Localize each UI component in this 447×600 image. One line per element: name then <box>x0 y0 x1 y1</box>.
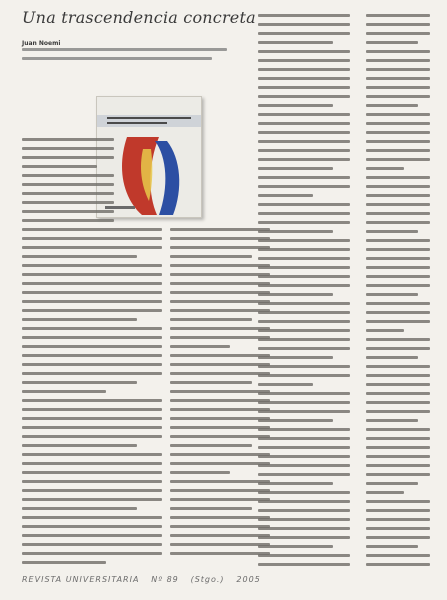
text-line <box>258 203 350 206</box>
text-line <box>366 302 430 305</box>
text-line <box>170 471 230 474</box>
text-line <box>258 383 313 386</box>
text-line <box>170 246 270 249</box>
text-line <box>258 221 350 224</box>
text-line <box>170 228 270 231</box>
text-line <box>366 23 430 26</box>
text-line <box>170 363 270 366</box>
text-line <box>170 273 270 276</box>
text-line <box>366 149 430 152</box>
text-line <box>170 264 270 267</box>
text-line <box>258 158 350 161</box>
text-line <box>258 554 350 557</box>
text-line <box>22 237 162 240</box>
text-line <box>258 113 350 116</box>
body-column-4 <box>366 14 430 572</box>
text-line <box>258 302 350 305</box>
text-line <box>366 545 418 548</box>
text-line <box>170 255 252 258</box>
text-line <box>258 266 350 269</box>
text-line <box>22 210 114 213</box>
text-line <box>366 113 430 116</box>
text-line <box>366 122 430 125</box>
text-line <box>366 554 430 557</box>
text-line <box>258 527 350 530</box>
text-line <box>366 374 430 377</box>
text-line <box>366 158 430 161</box>
text-line <box>22 255 137 258</box>
text-line <box>22 219 114 222</box>
text-line <box>258 104 333 107</box>
text-line <box>258 68 350 71</box>
text-line <box>258 239 350 242</box>
text-line <box>366 284 430 287</box>
text-line <box>366 194 430 197</box>
text-line <box>366 464 430 467</box>
text-line <box>22 372 162 375</box>
text-line <box>22 300 162 303</box>
text-line <box>258 365 350 368</box>
text-line <box>366 356 418 359</box>
text-line <box>258 284 350 287</box>
text-line <box>22 156 114 159</box>
text-line <box>22 174 114 177</box>
text-line <box>366 176 430 179</box>
text-line <box>170 453 270 456</box>
text-line <box>170 552 270 555</box>
text-line <box>258 311 350 314</box>
text-line <box>366 518 430 521</box>
text-line <box>258 176 350 179</box>
text-line <box>170 516 270 519</box>
text-line <box>258 392 350 395</box>
text-line <box>22 327 162 330</box>
text-line <box>366 365 430 368</box>
text-line <box>170 291 270 294</box>
text-line <box>170 435 270 438</box>
text-line <box>170 543 270 546</box>
text-line <box>22 534 162 537</box>
text-line <box>258 356 333 359</box>
text-line <box>22 318 137 321</box>
text-line <box>258 230 333 233</box>
article-author: Juan Noemi <box>22 40 61 47</box>
text-line <box>366 527 430 530</box>
text-line <box>366 140 430 143</box>
text-line <box>22 291 162 294</box>
book-reference <box>22 48 232 66</box>
text-line <box>366 86 430 89</box>
text-line <box>170 309 270 312</box>
text-line <box>22 264 162 267</box>
text-line <box>366 455 430 458</box>
text-line <box>170 390 270 393</box>
text-line <box>258 122 350 125</box>
text-line <box>22 363 162 366</box>
text-line <box>366 32 430 35</box>
text-line <box>170 417 270 420</box>
text-line <box>366 131 430 134</box>
text-line <box>366 293 418 296</box>
text-line <box>22 525 162 528</box>
text-line <box>22 192 114 195</box>
text-line <box>22 201 114 204</box>
text-line <box>170 408 270 411</box>
text-line <box>258 491 350 494</box>
text-line <box>366 77 430 80</box>
text-line <box>170 327 270 330</box>
text-line <box>366 275 430 278</box>
text-line <box>366 221 430 224</box>
text-line <box>258 338 350 341</box>
text-line <box>170 534 270 537</box>
text-line <box>22 408 162 411</box>
text-line <box>258 95 350 98</box>
text-line <box>22 543 162 546</box>
text-line <box>22 147 114 150</box>
text-line <box>366 383 430 386</box>
text-line <box>366 500 430 503</box>
footer-journal: REVISTA UNIVERSITARIA <box>22 575 140 584</box>
text-line <box>22 282 162 285</box>
text-line <box>170 372 270 375</box>
text-line <box>170 318 252 321</box>
text-line <box>22 453 162 456</box>
text-line <box>366 446 430 449</box>
text-line <box>366 14 430 17</box>
text-line <box>258 320 350 323</box>
page-footer <box>22 575 267 584</box>
text-line <box>258 185 350 188</box>
text-line <box>258 140 350 143</box>
text-line <box>258 149 350 152</box>
text-line <box>170 444 252 447</box>
text-line <box>366 68 430 71</box>
text-line <box>366 185 430 188</box>
text-line <box>22 480 162 483</box>
text-line <box>258 500 350 503</box>
text-line <box>22 498 162 501</box>
text-line <box>258 374 350 377</box>
body-column-3 <box>258 14 350 572</box>
text-line <box>22 273 162 276</box>
text-line <box>366 509 430 512</box>
text-line <box>22 183 114 186</box>
text-line <box>366 563 430 566</box>
footer-place: (Stgo.) <box>190 575 225 584</box>
text-line <box>258 59 350 62</box>
text-line <box>258 464 350 467</box>
text-line <box>258 23 350 26</box>
text-line <box>366 104 418 107</box>
text-line <box>22 345 162 348</box>
text-line <box>258 167 333 170</box>
text-line <box>170 381 252 384</box>
text-line <box>366 239 430 242</box>
footer-issue: Nº 89 <box>151 575 179 584</box>
text-line <box>170 345 230 348</box>
text-line <box>22 489 162 492</box>
text-line <box>258 401 350 404</box>
text-line <box>366 311 430 314</box>
body-column-1 <box>22 138 114 228</box>
text-line <box>366 419 418 422</box>
text-line <box>258 329 350 332</box>
body-column-1-lower <box>22 228 162 570</box>
text-line <box>258 41 333 44</box>
text-line <box>366 401 430 404</box>
footer-year: 2005 <box>236 575 261 584</box>
text-line <box>170 480 270 483</box>
text-line <box>366 410 430 413</box>
text-line <box>258 455 350 458</box>
text-line <box>170 525 270 528</box>
text-line <box>258 509 350 512</box>
text-line <box>170 399 270 402</box>
text-line <box>170 300 270 303</box>
text-line <box>22 435 162 438</box>
text-line <box>22 516 162 519</box>
text-line <box>22 507 137 510</box>
text-line <box>366 437 430 440</box>
text-line <box>22 552 162 555</box>
text-line <box>170 237 270 240</box>
text-line <box>258 86 350 89</box>
text-line <box>258 293 333 296</box>
text-line <box>170 462 270 465</box>
text-line <box>258 77 350 80</box>
text-line <box>366 428 430 431</box>
text-line <box>366 167 404 170</box>
text-line <box>170 354 270 357</box>
text-line <box>22 471 162 474</box>
text-line <box>22 426 162 429</box>
text-line <box>258 14 350 17</box>
text-line <box>22 381 137 384</box>
text-line <box>258 410 350 413</box>
text-line <box>258 347 350 350</box>
text-line <box>258 32 350 35</box>
text-line <box>170 498 270 501</box>
text-line <box>258 212 350 215</box>
text-line <box>366 212 430 215</box>
text-line <box>258 446 350 449</box>
text-line <box>258 275 350 278</box>
text-line <box>22 417 162 420</box>
text-line <box>258 50 350 53</box>
text-line <box>366 473 430 476</box>
text-line <box>366 329 404 332</box>
text-line <box>22 390 106 393</box>
text-line <box>170 426 270 429</box>
text-line <box>258 518 350 521</box>
text-line <box>258 545 333 548</box>
text-line <box>258 257 350 260</box>
text-line <box>22 444 137 447</box>
text-line <box>366 41 418 44</box>
text-line <box>258 428 350 431</box>
text-line <box>366 347 430 350</box>
text-line <box>22 336 162 339</box>
text-line <box>366 257 430 260</box>
text-line <box>258 248 350 251</box>
text-line <box>22 354 162 357</box>
text-line <box>170 282 270 285</box>
text-line <box>366 266 430 269</box>
text-line <box>366 95 430 98</box>
text-line <box>366 392 430 395</box>
text-line <box>258 131 350 134</box>
text-line <box>366 320 430 323</box>
text-line <box>366 59 430 62</box>
text-line <box>22 246 162 249</box>
text-line <box>366 338 430 341</box>
text-line <box>258 482 333 485</box>
text-line <box>22 561 106 564</box>
text-line <box>22 138 114 141</box>
text-line <box>258 419 333 422</box>
body-column-2 <box>170 228 270 561</box>
text-line <box>258 536 350 539</box>
text-line <box>22 462 162 465</box>
text-line <box>22 309 162 312</box>
text-line <box>170 489 270 492</box>
text-line <box>366 203 430 206</box>
text-line <box>366 491 404 494</box>
text-line <box>170 507 252 510</box>
article-title: Una trascendencia concreta <box>22 8 256 27</box>
text-line <box>366 230 418 233</box>
text-line <box>366 248 430 251</box>
text-line <box>366 536 430 539</box>
text-line <box>22 228 162 231</box>
text-line <box>258 194 313 197</box>
text-line <box>22 399 162 402</box>
text-line <box>170 336 270 339</box>
text-line <box>366 482 418 485</box>
text-line <box>258 563 350 566</box>
text-line <box>22 165 97 168</box>
text-line <box>258 473 350 476</box>
text-line <box>258 437 350 440</box>
text-line <box>366 50 430 53</box>
